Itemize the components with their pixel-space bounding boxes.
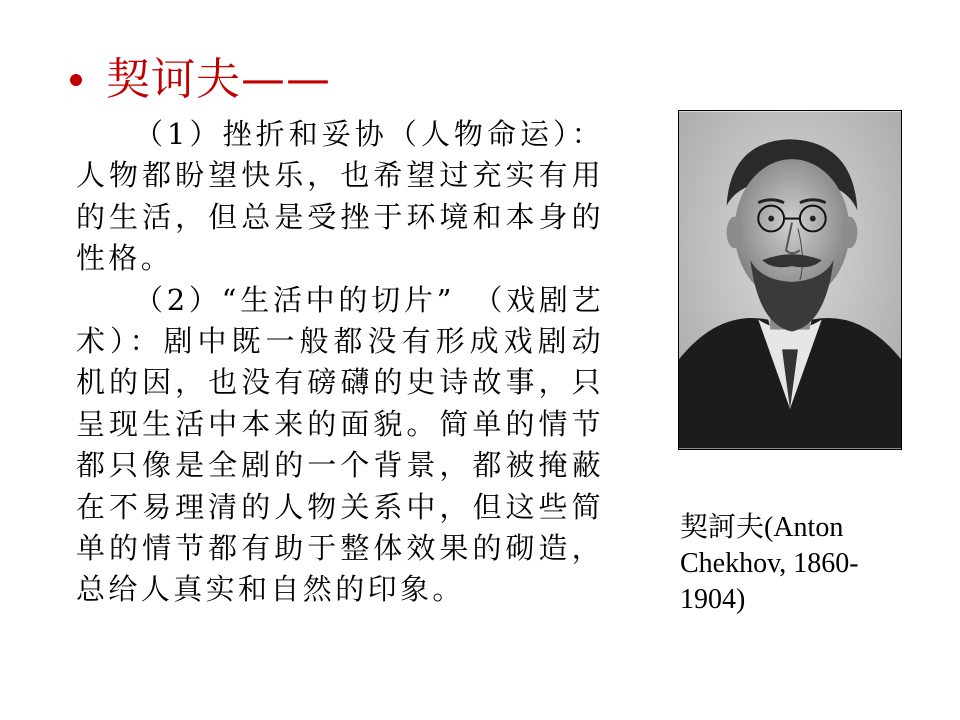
slide-title: 契诃夫——: [106, 54, 331, 105]
portrait-caption: 契訶夫(Anton Chekhov, 1860-1904): [680, 512, 859, 615]
paragraph-conflict: （1）挫折和妥协（人物命运）：人物都盼望快乐，也希望过充实有用的生活，但总是受挫于环境和本身的性格。: [76, 117, 604, 276]
title-row: [70, 48, 331, 112]
bullet-icon: [70, 74, 82, 86]
body-text: [76, 114, 604, 611]
paragraph-slice-of-life: （2）“生活中的切片” （戏剧艺术）：剧中既一般都没有形成戏剧动机的因，也没有磅礴的史诗故事，只呈现生活中本来的面貌。简单的情节都只像是全剧的一个背景，都被掩蔽在不易理清的人物关系中，但这些简单的情节都有助于整体效果的砌造，总给人真实和自然的印象。: [76, 282, 604, 607]
portrait-icon: [679, 111, 901, 449]
portrait-photo: [678, 110, 902, 450]
